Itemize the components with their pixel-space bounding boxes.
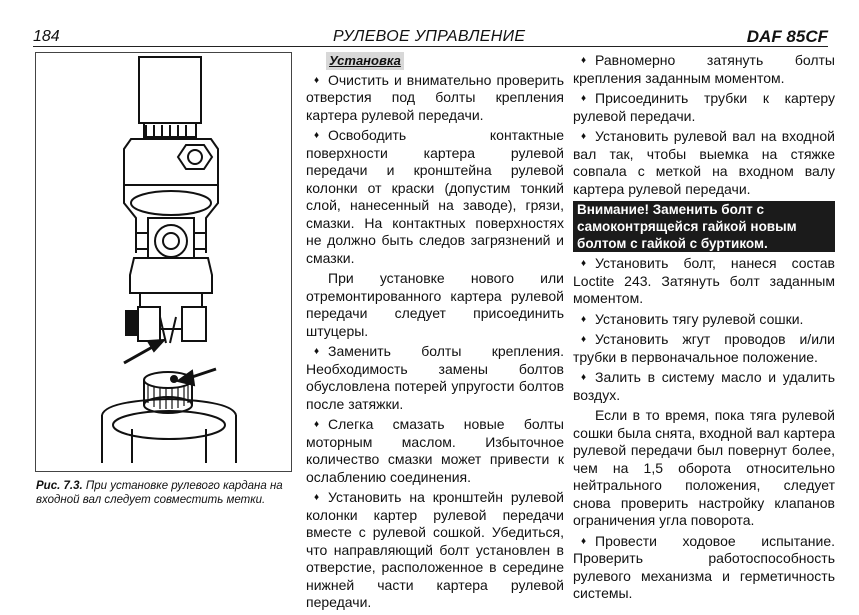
paragraph: Если в то время, пока тяга рулевой сошки была снята, входной вал картера рулевой передачи был повернут более, чем на 1,5 оборота относительно нейтрального положения, следует снова проверить настройку клапанов ограничения угла поворота. — [573, 407, 835, 528]
list-item: ♦ Очистить и внимательно проверить отверстия под болты крепления картера рулевой передачи. — [306, 71, 564, 123]
bullet-icon: ♦ — [314, 130, 320, 141]
page-number: 184 — [33, 28, 60, 45]
text-column-right — [573, 52, 835, 606]
list-item: ♦ Установить рулевой вал на входной вал так, чтобы выемка на стяжке совпала с меткой на входном валу картера рулевой передачи. — [573, 128, 835, 197]
bullet-icon: ♦ — [581, 93, 587, 104]
text-column-left — [306, 52, 564, 615]
list-item: ♦ Провести ходовое испытание. Проверить работоспособность рулевого механизма и герметичность системы. — [573, 532, 835, 601]
bullet-icon: ♦ — [314, 346, 320, 357]
caption-text: При установке рулевого кардана на входной вал следует совместить метки. — [36, 480, 283, 506]
bullet-icon: ♦ — [581, 334, 587, 345]
bullet-icon: ♦ — [581, 372, 587, 383]
caption-label: Рис. 7.3. — [36, 480, 83, 492]
list-item: ♦ Освободить контактные поверхности картера рулевой передачи и кронштейна рулевой колонки от краски (допустим тонкий слой, нанесенный на заводе), грязи, смазки. На контактных поверхностях не должно быть следов загрязнений и смазки. — [306, 127, 564, 266]
steering-joint-illustration — [36, 53, 293, 473]
list-item: ♦ Установить тягу рулевой сошки. — [581, 310, 804, 327]
bullet-icon: ♦ — [581, 131, 587, 142]
subheading: Установка — [326, 52, 404, 70]
bullet-icon: ♦ — [581, 55, 587, 66]
list-item: ♦ Установить болт, нанеся состав Loctite 243. Затянуть болт заданным моментом. — [573, 255, 835, 306]
bullet-icon: ♦ — [314, 492, 320, 503]
list-item: ♦ Заменить болты крепления. Необходимость замены болтов обусловлена потерей упругости болтов после затяжки. — [306, 343, 564, 412]
list-item: ♦ Слегка смазать новые болты моторным маслом. Избыточное количество смазки может привести к ослаблению соединения. — [306, 416, 564, 485]
bullet-icon: ♦ — [581, 258, 587, 269]
figure-caption — [36, 479, 294, 507]
warning-box: Внимание! Заменить болт с самоконтрящейся гайкой новым болтом с гайкой с буртиком. — [573, 201, 835, 252]
list-item: ♦ Установить жгут проводов и/или трубки в первоначальное положение. — [573, 331, 835, 365]
list-item: ♦ Равномерно затянуть болты крепления заданным моментом. — [573, 52, 835, 86]
list-item: ♦ Залить в систему масло и удалить воздух. — [573, 369, 835, 403]
section-title: РУЛЕВОЕ УПРАВЛЕНИЕ — [333, 28, 526, 45]
bullet-icon: ♦ — [314, 419, 320, 430]
list-item: ♦ Установить на кронштейн рулевой колонки картер рулевой передачи вместе с рулевой сошкой. Убедиться, что направляющий болт установлен в отверстие, расположенное в середине нижней части картера рулевой передачи. — [306, 489, 564, 610]
list-item: ♦ Присоединить трубки к картеру рулевой передачи. — [573, 90, 835, 124]
bullet-icon: ♦ — [581, 313, 587, 325]
bullet-icon: ♦ — [314, 74, 320, 86]
figure-frame — [35, 52, 292, 472]
bullet-icon: ♦ — [581, 535, 587, 547]
paragraph: При установке нового или отремонтированного картера рулевой передачи следует присоединить штуцеры. — [306, 270, 564, 339]
header-rule — [33, 46, 828, 47]
vehicle-model: DAF 85CF — [746, 27, 828, 46]
